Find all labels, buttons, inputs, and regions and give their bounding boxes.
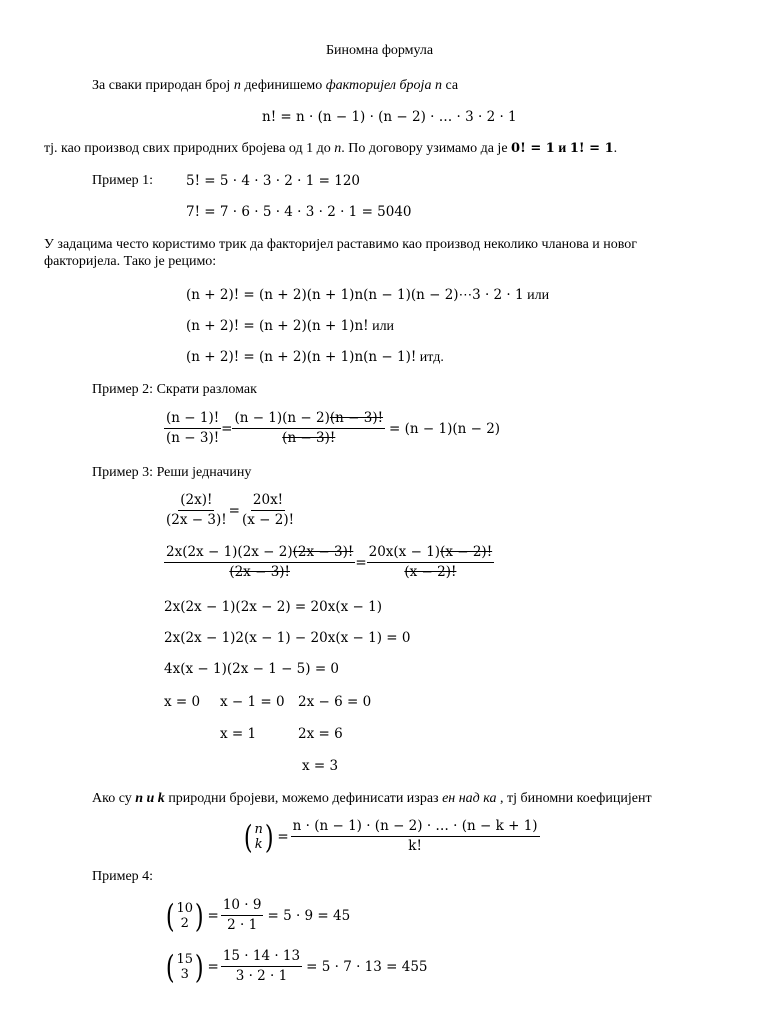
- example4-a-result: = 5 · 9 = 45: [267, 907, 351, 924]
- trick-line2: факторијела. Тако је рецимо:: [44, 254, 217, 269]
- example2-mid-num: (n − 1)(n − 2): [234, 410, 330, 426]
- example2-mid-den-cancelled: (n − 3)!: [282, 430, 336, 446]
- definition-note: [44, 140, 617, 158]
- example2-equation: $\frac{(n - 1)!}{(n - 3)!}$ = $\frac{(n - 1)(n - 2)(n - 3)!}{(n - 3)!}$ = (n − 1)(n − 2): [166, 410, 501, 446]
- ex3-eq2-lnum-cancelled: (2x − 3)!: [292, 544, 354, 560]
- intro-term: факторијел броја: [325, 78, 435, 93]
- example1-label: Пример 1:: [92, 173, 154, 188]
- ex3-eq2-rden-cancelled: (x − 2)!: [404, 564, 457, 580]
- intro-paragraph: [92, 77, 458, 95]
- note-end: .: [613, 141, 618, 156]
- example4-label: Пример 4:: [92, 869, 154, 884]
- trick-formula2-tail: или: [368, 319, 395, 334]
- example4-a-fraction: [221, 897, 264, 934]
- example3-step4a: x = 0: [164, 694, 201, 710]
- example3-step5a: x = 1: [220, 726, 257, 742]
- binom-bottom: k: [254, 836, 263, 852]
- binom-text1: Ако су: [92, 791, 136, 806]
- trick-formula3-expr: (n + 2)! = (n + 2)(n + 1)n(n − 1)!: [186, 349, 417, 365]
- trick-formula2-expr: (n + 2)! = (n + 2)(n + 1)n!: [186, 318, 369, 334]
- example2-lhs-num: (n − 1)!: [164, 410, 221, 429]
- trick-formula1-tail: или: [523, 288, 550, 303]
- example3-step6: x = 3: [302, 758, 339, 774]
- example4-a-num: 10 · 9: [221, 897, 264, 916]
- example3-equation1: $\frac{(2x)!}{(2x - 3)!}$ = $\frac{20x!}{(x - 2)!}$: [166, 492, 295, 528]
- binom-text3: , тј биномни коефицијент: [496, 791, 652, 806]
- example4-b-result: = 5 · 7 · 13 = 455: [306, 958, 428, 975]
- binom-term: ен над ка: [442, 791, 497, 806]
- ex3-eq2-rnum: 20x(x − 1): [368, 544, 441, 560]
- binom-text2: природни бројеви, можемо дефинисати израз: [164, 791, 443, 806]
- page-title: Биномна формула: [326, 43, 434, 58]
- binom-vars: n и k: [135, 791, 165, 806]
- ex3-eq2-rhs: [367, 544, 495, 581]
- intro-text-pre: За сваки природан број: [92, 78, 234, 93]
- example1-line2: 7! = 7 · 6 · 5 · 4 · 3 · 2 · 1 = 5040: [186, 204, 412, 220]
- example3-equation2: $\frac{2x(2x - 1)(2x - 2)(2x - 3)!}{(2x - 3)!}$ = $\frac{20x(x - 1)(x - 2)!}{(x - 2)!}$: [166, 544, 493, 580]
- example4-a: ( 10 2 ) = $\frac{10 \cdot 9}{2 \cdot 1}$ = 5 · 9 = 45: [165, 896, 351, 935]
- note-and: и: [554, 141, 570, 156]
- note-text2: . По договору узимамо да је: [341, 141, 512, 156]
- binom-symbol: ( n k ): [243, 817, 274, 856]
- intro-var-n: n: [233, 78, 241, 93]
- ex3-eq2-lhs: [164, 544, 355, 581]
- binom-fraction: [291, 818, 540, 855]
- intro-text-mid: дефинишемо: [240, 78, 326, 93]
- note-zero-factorial: 0! = 1: [511, 141, 555, 156]
- ex3-eq1-lden: (2x − 3)!: [166, 512, 227, 528]
- trick-line1: У задацима често користимо трик да факторијел раставимо као производ неколико чланова и новог: [44, 237, 638, 252]
- example4-b-bottom: 3: [180, 966, 189, 982]
- example4-a-bottom: 2: [180, 915, 189, 931]
- trick-formula3-tail: итд.: [416, 350, 444, 365]
- example4-a-top: 10: [176, 900, 194, 916]
- trick-formula3: [186, 348, 444, 367]
- example3-step4b: x − 1 = 0: [220, 694, 285, 710]
- example4-b: ( 15 3 ) = $\frac{15 \cdot 14 \cdot 13}{3 \cdot 2 \cdot 1}$ = 5 · 7 · 13 = 455: [165, 947, 428, 986]
- intro-term-n: n: [434, 78, 442, 93]
- ex3-eq1-rhs: [240, 492, 296, 529]
- example4-b-den: 3 · 2 · 1: [235, 968, 288, 984]
- example3-step5b: 2x = 6: [298, 726, 343, 742]
- binom-top: n: [254, 821, 263, 837]
- intro-text-post: са: [441, 78, 459, 93]
- binom-num: n · (n − 1) · (n − 2) · … · (n − k + 1): [291, 818, 540, 837]
- example4-b-fraction: [221, 948, 302, 985]
- example4-a-den: 2 · 1: [227, 917, 258, 933]
- trick-formula1-expr: (n + 2)! = (n + 2)(n + 1)n(n − 1)(n − 2)⋯3 · 2 · 1: [186, 287, 524, 303]
- example3-step2: 2x(2x − 1)2(x − 1) − 20x(x − 1) = 0: [164, 630, 411, 646]
- example2-mid-num-cancelled: (n − 3)!: [329, 410, 384, 426]
- example2-lhs-den: (n − 3)!: [166, 430, 220, 446]
- example2-lhs-fraction: [164, 410, 221, 447]
- binom-paragraph: [92, 790, 652, 808]
- ex3-eq2-lnum: 2x(2x − 1)(2x − 2): [166, 544, 293, 560]
- example1-line1: 5! = 5 · 4 · 3 · 2 · 1 = 120: [186, 173, 361, 189]
- ex3-eq2-rnum-cancelled: (x − 2)!: [440, 544, 493, 560]
- example2-result: = (n − 1)(n − 2): [389, 420, 501, 437]
- note-var-n: n: [334, 141, 342, 156]
- binom-definition: ( n k ) = $\frac{n \cdot (n - 1) \cdot (n - 2) \cdot \dots \cdot (n - k + 1)}{k!}$: [243, 817, 538, 856]
- ex3-eq2-lden-cancelled: (2x − 3)!: [229, 564, 290, 580]
- example3-step4c: 2x − 6 = 0: [298, 694, 372, 710]
- note-text1: тј. као производ свих природних бројева од 1 до: [44, 141, 335, 156]
- example4-b-binom: ( 15 3 ): [165, 947, 204, 986]
- example3-label: Пример 3: Реши једначину: [92, 465, 252, 480]
- example2-label: Пример 2: Скрати разломак: [92, 382, 257, 397]
- example4-a-binom: ( 10 2 ): [165, 896, 204, 935]
- ex3-eq1-rden: (x − 2)!: [241, 512, 295, 528]
- trick-formula1: [186, 286, 549, 305]
- example3-step1: 2x(2x − 1)(2x − 2) = 20x(x − 1): [164, 599, 382, 615]
- note-one-factorial: 1! = 1: [569, 141, 614, 156]
- example4-b-num: 15 · 14 · 13: [221, 948, 302, 967]
- factorial-definition-formula: n! = n · (n − 1) · (n − 2) · … · 3 · 2 · 1: [262, 109, 517, 125]
- example4-b-top: 15: [176, 951, 194, 967]
- ex3-eq1-lnum: (2x)!: [178, 492, 214, 511]
- binom-den: k!: [408, 838, 422, 854]
- ex3-eq1-lhs: [164, 492, 229, 529]
- example3-step3: 4x(x − 1)(2x − 1 − 5) = 0: [164, 661, 340, 677]
- trick-formula2: [186, 317, 394, 336]
- ex3-eq1-rnum: 20x!: [251, 492, 285, 511]
- example2-mid-fraction: [232, 410, 385, 447]
